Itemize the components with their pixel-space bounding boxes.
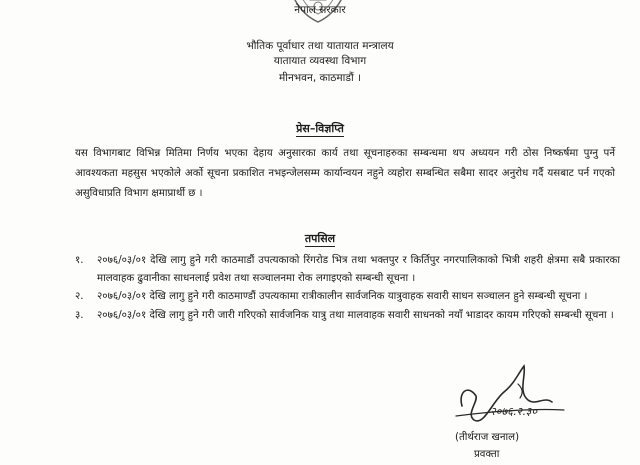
signature-date: २०७६.२.३० (490, 405, 538, 418)
list-item (75, 252, 620, 287)
letterhead-department: यातायात व्यवस्था विभाग (273, 55, 367, 67)
letterhead-government: नेपाल सरकार (294, 4, 346, 16)
list-item-text: २०७६/०३/०१ देखि लागु हुने गरी काठमाडौं उपत्यकाको रिंगरोड भित्र तथा भक्तपुर र किर्तिपुर नगरपालिकाको भित्री शहरी क्षेत्रमा सबै प्रकारका मालवाहक ढुवानीका साधनलाई प्रवेश तथा सञ्चालनमा रोक लगाइएको सम्बन्धी सूचना । (97, 255, 620, 284)
signer-name: (तीर्थराज खनाल) (455, 432, 520, 443)
list-item (75, 288, 620, 306)
schedule-title-text: तपसिल (304, 232, 336, 245)
press-release-title (0, 122, 640, 136)
list-item (75, 307, 620, 325)
letterhead-address: मीनभवन, काठमाडौं । (278, 72, 362, 84)
list-item-text: २०७६/०३/०१ देखि लागु हुने गरी जारी गरिएको सार्वजनिक यात्रु तथा मालवाहक सवारी साधनको नयाँ भाडादर कायम गरिएको सम्बन्धी सूचना । (97, 309, 614, 321)
handwritten-signature-icon (448, 362, 568, 432)
press-release-title-text: प्रेस–विज्ञप्ति (296, 122, 344, 135)
schedule-title (0, 232, 640, 246)
press-release-body: यस विभागबाट विभिन्न मितिमा निर्णय भएका देहाय अनुसारका कार्य तथा सूचनाहरुका सम्बन्धमा थप अध्ययन गरी ठोस निष्कर्षमा पुग्नु पर्ने आवश्यकता महसुस भएकोले अर्को सूचना प्रकाशित नभइन्जेलसम्म कार्यान्वयन नहुने व्यहोरा सम्बन्धित सबैमा सादर अनुरोध गर्दै यसबाट पर्न गएको असुविधाप्रति विभाग क्षमाप्रार्थी छ । (75, 148, 615, 199)
letterhead-ministry: भौतिक पूर्वाधार तथा यातायात मन्त्रालय (246, 40, 394, 52)
list-item-number: ३. (75, 309, 84, 321)
list-item-number: २. (75, 291, 84, 302)
signer-designation: प्रवक्ता (474, 449, 500, 460)
schedule-list (75, 252, 620, 324)
list-item-text: २०७६/०३/०१ देखि लागु हुने गरी काठमाण्डौं उपत्यकामा रात्रीकालीन सार्वजनिक यात्रुवाहक सवारी साधन सञ्चालन हुने सम्बन्धी सूचना । (97, 291, 588, 302)
list-item-number: १. (75, 255, 84, 266)
